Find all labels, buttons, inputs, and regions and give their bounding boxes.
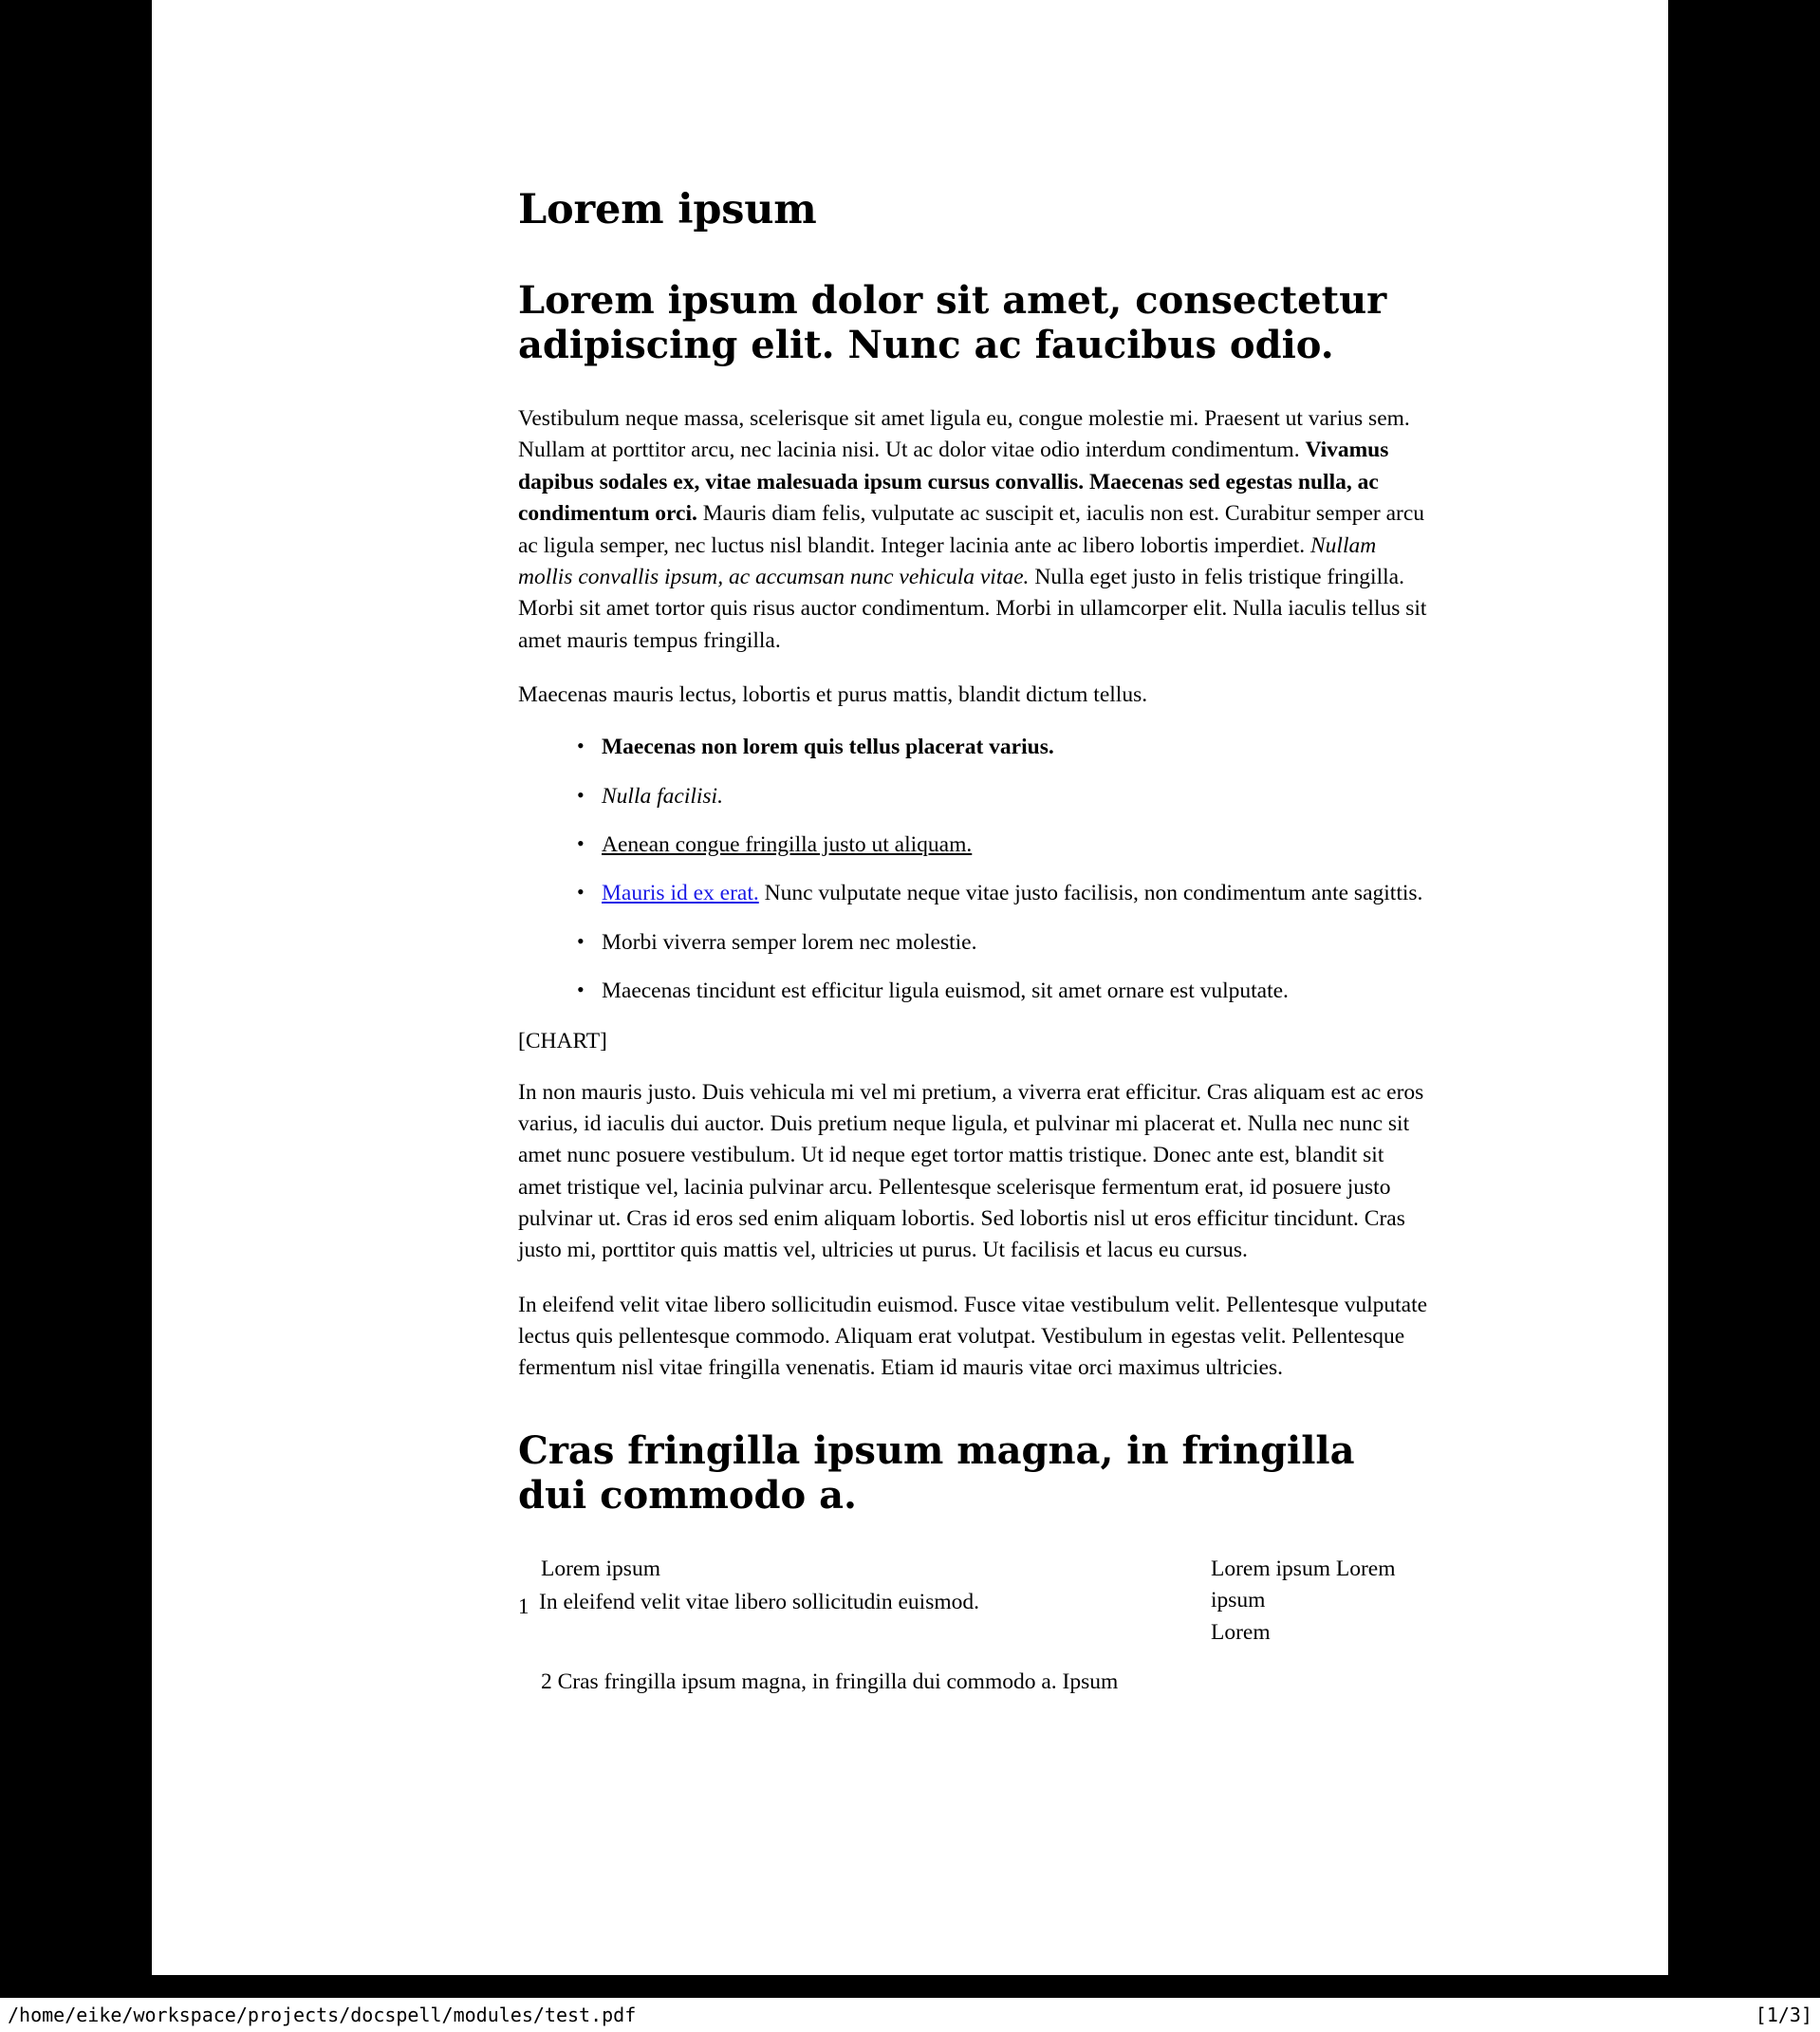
list-item	[577, 830, 1431, 861]
document-page[interactable]	[152, 0, 1668, 1975]
footnote-left-label: Lorem ipsum	[541, 1557, 660, 1582]
list-item	[577, 781, 1431, 812]
page-title: Lorem ipsum	[518, 186, 817, 233]
paragraph-1-part-a: Vestibulum neque massa, scelerisque sit amet ligula eu, congue molestie mi. Praesent ut varius sem. Nullam at porttitor arcu, nec lacinia nisi. Ut ac dolor vitae odio interdum condimentum.	[518, 406, 1410, 463]
paragraph-3: In non mauris justo. Duis vehicula mi vel mi pretium, a viverra erat efficitur. Cras aliquam est ac eros varius, id iaculis dui auctor. Duis pretium neque ligula, et pulvinar mi placerat et. Nulla nec nunc sit amet nunc posuere vestibulum. Ut id neque eget tortor mattis tristique. Donec ante est, blandit sit amet tristique vel, lacinia pulvinar arcu. Pellentesque scelerisque fermentum erat, id posuere justo pulvinar ut. Cras id eros sed enim aliquam lobortis. Sed lobortis nisl ut eros efficitur tincidunt. Cras justo mi, porttitor quis mattis vel, ultricies ut purus. Ut facilisis et lacus eu cursus.	[518, 1079, 1424, 1263]
footnote-2-number: 2	[541, 1669, 552, 1695]
page-indicator: [1/3]	[1755, 2004, 1812, 2026]
status-bar	[0, 1998, 1820, 2032]
footnote-2	[518, 1669, 1431, 1695]
footnote-1-number: 1	[518, 1594, 529, 1618]
footnote-row	[518, 1554, 1431, 1649]
paragraph-2: Maecenas mauris lectus, lobortis et purus mattis, blandit dictum tellus.	[518, 681, 1148, 707]
list-item	[577, 878, 1431, 909]
list-item-link[interactable]: Mauris id ex erat.	[602, 881, 759, 906]
section-heading-1: Lorem ipsum dolor sit amet, consectetur adipiscing elit. Nunc ac faucibus odio.	[518, 277, 1387, 367]
list-item-label: Morbi viverra semper lorem nec molestie.	[602, 929, 977, 955]
footnote-right	[1201, 1554, 1431, 1649]
paragraph-1	[518, 403, 1431, 657]
list-item-label: Maecenas tincidunt est efficitur ligula euismod, sit amet ornare est vulputate.	[602, 979, 1289, 1004]
paragraph-1-part-c: Mauris diam felis, vulputate ac suscipit et, iaculis non est. Curabitur semper arcu ac ligula semper, nec luctus nisl blandit. Integer lacinia ante ac libero lobortis imperdiet.	[518, 501, 1425, 558]
list-item-label: Aenean congue fringilla justo ut aliquam.	[602, 832, 973, 858]
list-item-label: Maecenas non lorem quis tellus placerat varius.	[602, 735, 1054, 760]
file-path: /home/eike/workspace/projects/docspell/modules/test.pdf	[8, 2004, 637, 2026]
list-item	[577, 976, 1431, 1007]
list-item	[577, 732, 1431, 763]
page-content	[152, 0, 1668, 1695]
footnote-left	[518, 1554, 1201, 1619]
footnote-area	[518, 1554, 1431, 1695]
bullet-list	[518, 732, 1431, 1007]
list-item	[577, 927, 1431, 959]
paragraph-1-part-e: Nulla eget justo in felis tristique fringilla. Morbi sit amet tortor quis risus auctor condimentum. Morbi in ullamcorper elit. Nulla iaculis tellus sit amet mauris tempus fringilla.	[518, 564, 1427, 653]
footnote-2-text: Cras fringilla ipsum magna, in fringilla dui commodo a. Ipsum	[557, 1669, 1119, 1695]
list-item-label: Nunc vulputate neque vitae justo facilisis, non condimentum ante sagittis.	[758, 881, 1423, 906]
paragraph-1-italic: Nullam mollis convallis ipsum, ac accumsan nunc vehicula vitae.	[518, 532, 1377, 589]
paragraph-1-bold: Vivamus dapibus sodales ex, vitae malesuada ipsum cursus convallis. Maecenas sed egestas nulla, ac condimentum orci.	[518, 438, 1389, 527]
footnote-1	[518, 1587, 1201, 1618]
footnote-right-line-1: Lorem ipsum Lorem ipsum	[1211, 1557, 1396, 1613]
footnote-right-line-2: Lorem	[1211, 1619, 1271, 1645]
chart-placeholder: [CHART]	[518, 1028, 607, 1053]
section-heading-2: Cras fringilla ipsum magna, in fringilla dui commodo a.	[518, 1427, 1355, 1518]
paragraph-4: In eleifend velit vitae libero sollicitudin euismod. Fusce vitae vestibulum velit. Pellentesque vulputate lectus quis pellentesque commodo. Aliquam erat volutpat. Vestibulum in egestas velit. Pellentesque fermentum nisl vitae fringilla venenatis. Etiam id mauris vitae orci maximus ultricies.	[518, 1292, 1428, 1381]
footnote-1-text: In eleifend velit vitae libero sollicitudin euismod.	[539, 1590, 980, 1615]
list-item-label: Nulla facilisi.	[602, 783, 723, 809]
